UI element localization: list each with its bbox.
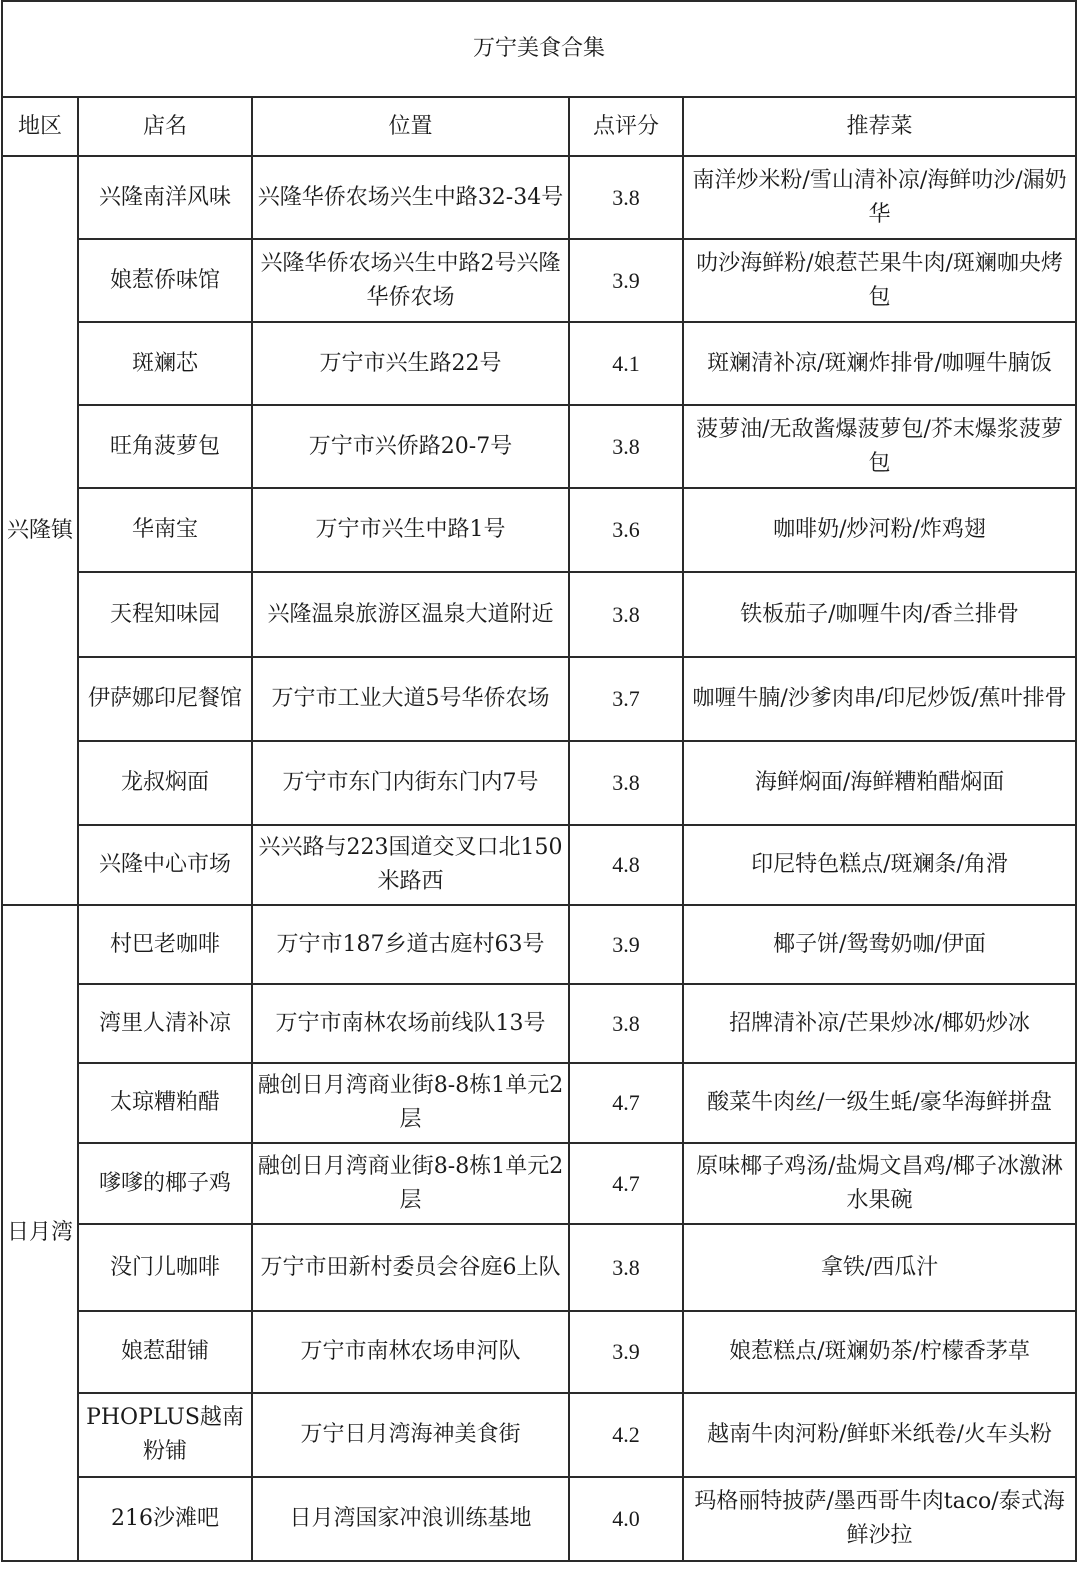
dishes-cell: 咖啡奶/炒河粉/炸鸡翅 [683,488,1076,572]
header-row [2,97,1076,156]
header-dishes: 推荐菜 [683,97,1076,156]
dishes-cell: 酸菜牛肉丝/一级生蚝/豪华海鲜拼盘 [683,1063,1076,1143]
store-name-cell: 嗲嗲的椰子鸡 [78,1143,252,1224]
table-row [2,1224,1076,1311]
location-cell: 万宁市东门内街东门内7号 [252,741,569,825]
store-name-cell: 没门儿咖啡 [78,1224,252,1311]
rating-cell: 4.7 [569,1143,683,1224]
header-location: 位置 [252,97,569,156]
table-row [2,156,1076,239]
table-row [2,1063,1076,1143]
dishes-cell: 铁板茄子/咖喱牛肉/香兰排骨 [683,572,1076,657]
rating-cell: 4.8 [569,825,683,905]
table-title: 万宁美食合集 [2,1,1076,97]
location-cell: 融创日月湾商业街8-8栋1单元2层 [252,1143,569,1224]
location-cell: 万宁市田新村委员会谷庭6上队 [252,1224,569,1311]
dishes-cell: 南洋炒米粉/雪山清补凉/海鲜叻沙/漏奶华 [683,156,1076,239]
dishes-cell: 叻沙海鲜粉/娘惹芒果牛肉/斑斓咖央烤包 [683,239,1076,322]
rating-cell: 3.8 [569,156,683,239]
table-row [2,905,1076,984]
table-row [2,984,1076,1063]
table-row [2,1311,1076,1393]
store-name-cell: 村巴老咖啡 [78,905,252,984]
location-cell: 万宁市南林农场前线队13号 [252,984,569,1063]
table-row [2,405,1076,488]
rating-cell: 4.1 [569,322,683,405]
dishes-cell: 海鲜焖面/海鲜糟粕醋焖面 [683,741,1076,825]
table-row [2,825,1076,905]
rating-cell: 4.2 [569,1393,683,1477]
location-cell: 万宁市兴生中路1号 [252,488,569,572]
rating-cell: 3.7 [569,657,683,741]
rating-cell: 3.8 [569,984,683,1063]
table-row [2,1477,1076,1561]
dishes-cell: 菠萝油/无敌酱爆菠萝包/芥末爆浆菠萝包 [683,405,1076,488]
dishes-cell: 玛格丽特披萨/墨西哥牛肉taco/泰式海鲜沙拉 [683,1477,1076,1561]
location-cell: 万宁市南林农场申河队 [252,1311,569,1393]
dishes-cell: 印尼特色糕点/斑斓条/角滑 [683,825,1076,905]
rating-cell: 3.8 [569,572,683,657]
rating-cell: 3.8 [569,405,683,488]
dishes-cell: 椰子饼/鸳鸯奶咖/伊面 [683,905,1076,984]
dishes-cell: 原味椰子鸡汤/盐焗文昌鸡/椰子冰激淋水果碗 [683,1143,1076,1224]
rating-cell: 3.9 [569,239,683,322]
location-cell: 兴隆华侨农场兴生中路32-34号 [252,156,569,239]
location-cell: 万宁市工业大道5号华侨农场 [252,657,569,741]
location-cell: 日月湾国家冲浪训练基地 [252,1477,569,1561]
store-name-cell: 伊萨娜印尼餐馆 [78,657,252,741]
rating-cell: 3.8 [569,1224,683,1311]
title-row [2,1,1076,97]
location-cell: 兴隆华侨农场兴生中路2号兴隆华侨农场 [252,239,569,322]
header-rating: 点评分 [569,97,683,156]
store-name-cell: 斑斓芯 [78,322,252,405]
store-name-cell: 兴隆中心市场 [78,825,252,905]
store-name-cell: 太琼糟粕醋 [78,1063,252,1143]
dishes-cell: 拿铁/西瓜汁 [683,1224,1076,1311]
dishes-cell: 斑斓清补凉/斑斓炸排骨/咖喱牛腩饭 [683,322,1076,405]
location-cell: 兴兴路与223国道交叉口北150米路西 [252,825,569,905]
rating-cell: 3.8 [569,741,683,825]
dishes-cell: 招牌清补凉/芒果炒冰/椰奶炒冰 [683,984,1076,1063]
region-cell: 日月湾 [2,905,78,1561]
store-name-cell: 兴隆南洋风味 [78,156,252,239]
header-region: 地区 [2,97,78,156]
region-cell: 兴隆镇 [2,156,78,905]
header-name: 店名 [78,97,252,156]
table-row [2,572,1076,657]
store-name-cell: 娘惹甜铺 [78,1311,252,1393]
food-table [1,0,1077,1562]
rating-cell: 3.6 [569,488,683,572]
store-name-cell: 娘惹侨味馆 [78,239,252,322]
location-cell: 兴隆温泉旅游区温泉大道附近 [252,572,569,657]
table-row [2,657,1076,741]
location-cell: 万宁市187乡道古庭村63号 [252,905,569,984]
location-cell: 万宁市兴侨路20-7号 [252,405,569,488]
location-cell: 万宁日月湾海神美食街 [252,1393,569,1477]
location-cell: 融创日月湾商业街8-8栋1单元2层 [252,1063,569,1143]
store-name-cell: 龙叔焖面 [78,741,252,825]
table-row [2,488,1076,572]
table-row [2,322,1076,405]
dishes-cell: 越南牛肉河粉/鲜虾米纸卷/火车头粉 [683,1393,1076,1477]
rating-cell: 4.7 [569,1063,683,1143]
store-name-cell: 旺角菠萝包 [78,405,252,488]
table-row [2,239,1076,322]
table-row [2,1393,1076,1477]
store-name-cell: 天程知味园 [78,572,252,657]
dishes-cell: 娘惹糕点/斑斓奶茶/柠檬香茅草 [683,1311,1076,1393]
table-row [2,1143,1076,1224]
rating-cell: 3.9 [569,905,683,984]
table-row [2,741,1076,825]
rating-cell: 3.9 [569,1311,683,1393]
dishes-cell: 咖喱牛腩/沙爹肉串/印尼炒饭/蕉叶排骨 [683,657,1076,741]
location-cell: 万宁市兴生路22号 [252,322,569,405]
store-name-cell: 华南宝 [78,488,252,572]
store-name-cell: 216沙滩吧 [78,1477,252,1561]
store-name-cell: PHOPLUS越南粉铺 [78,1393,252,1477]
store-name-cell: 湾里人清补凉 [78,984,252,1063]
rating-cell: 4.0 [569,1477,683,1561]
